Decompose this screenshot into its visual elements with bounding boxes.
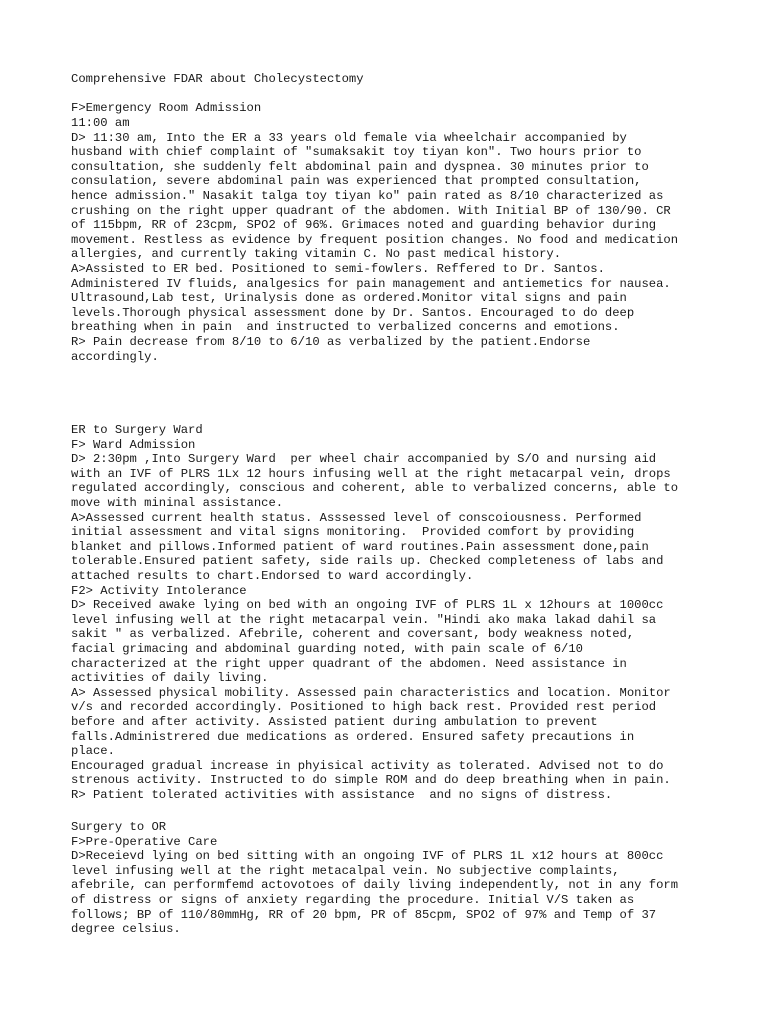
text-line: activities of daily living. (71, 671, 269, 686)
text-line: F> Ward Admission (71, 437, 196, 452)
text-line: blanket and pillows.Informed patient of ward routines.Pain assessment done,pain (71, 539, 649, 554)
text-line: degree celsius. (71, 922, 181, 937)
text-line: D> 2:30pm ,Into Surgery Ward per wheel chair accompanied by S/O and nursing aid (71, 452, 657, 467)
text-line: husband with chief complaint of "sumaksakit toy tiyan kon". Two hours prior to (71, 145, 642, 160)
text-line: afebrile, can performfemd actovotoes of daily living independently, not in any form (71, 878, 679, 893)
text-line: with an IVF of PLRS 1Lx 12 hours infusing well at the right metacarpal vein, drops (71, 466, 671, 481)
text-line: level infusing well at the right metacarpal vein. "Hindi ako maka lakad dahil sa (71, 612, 657, 627)
text-line: attached results to chart.Endorsed to ward accordingly. (71, 569, 474, 583)
text-line: A>Assessed current health status. Asssessed level of conscoiousness. Performed (71, 510, 642, 525)
text-line: v/s and recorded accordingly. Positioned to high back rest. Provided rest period (71, 700, 657, 715)
text-line: hence admission." Nasakit talga toy tiyan ko" pain rated as 8/10 characterized as (71, 188, 664, 203)
text-line: characterized at the right upper quadrant of the abdomen. Need assistance in (71, 656, 627, 671)
text-line: Encouraged gradual increase in phyisical activity as tolerated. Advised not to do (71, 758, 664, 773)
text-line: 11:00 am (71, 115, 130, 130)
text-line: A>Assisted to ER bed. Positioned to semi-fowlers. Reffered to Dr. Santos. (71, 261, 605, 276)
text-line: move with mininal assistance. (71, 496, 284, 510)
text-line: Ultrasound,Lab test, Urinalysis done as ordered.Monitor vital signs and pain (71, 291, 627, 306)
text-line: allergies, and currently taking vitamin C. No past medical history. (71, 247, 562, 262)
section-heading: ER to Surgery Ward (71, 423, 203, 437)
text-line: A> Assessed physical mobility. Assessed pain characteristics and location. Monitor (71, 685, 671, 700)
text-line: place. (71, 744, 115, 759)
text-line: consultation, she suddenly felt abdominal pain and dyspnea. 30 minutes prior to (71, 159, 649, 174)
text-line: sakit " as verbalized. Afebrile, coherent and coversant, body weakness noted, (71, 627, 635, 642)
text-line: tolerable.Ensured patient safety, side rails up. Checked completeness of labs and (71, 554, 664, 569)
text-line: R> Patient tolerated activities with assistance and no signs of distress. (71, 788, 613, 802)
text-line: F2> Activity Intolerance (71, 583, 247, 598)
text-line: of 115bpm, RR of 23cpm, SPO2 of 96%. Grimaces noted and guarding behavior during (71, 218, 657, 233)
text-line: falls.Administrered due medications as ordered. Ensured safety precautions in (71, 729, 635, 744)
document-title: Comprehensive FDAR about Cholecystectomy (71, 72, 364, 86)
text-line: D> 11:30 am, Into the ER a 33 years old female via wheelchair accompanied by (71, 130, 627, 145)
text-line: regulated accordingly, conscious and coherent, able to verbalized concerns, able to (71, 481, 679, 496)
text-line: breathing when in pain and instructed to verbalized concerns and emotions. (71, 320, 620, 335)
text-line: initial assessment and vital signs monitoring. Provided comfort by providing (71, 525, 635, 540)
text-line: F>Emergency Room Admission (71, 101, 262, 116)
section-heading: Surgery to OR (71, 820, 167, 834)
text-line: movement. Restless as evidence by frequent position changes. No food and medication (71, 232, 679, 247)
text-line: consulation, severe abdominal pain was experienced that prompted consultation, (71, 174, 642, 189)
text-line: follows; BP of 110/80mmHg, RR of 20 bpm, PR of 85cpm, SPO2 of 97% and Temp of 37 (71, 907, 657, 922)
text-line: R> Pain decrease from 8/10 to 6/10 as verbalized by the patient.Endorse (71, 334, 591, 349)
text-line: F>Pre-Operative Care (71, 834, 218, 849)
text-line: levels.Thorough physical assessment done by Dr. Santos. Encouraged to do deep (71, 305, 635, 320)
text-line: D>Receievd lying on bed sitting with an ongoing IVF of PLRS 1L x12 hours at 800cc (71, 849, 664, 864)
text-line: of distress or signs of anxiety regarding the procedure. Initial V/S taken as (71, 893, 635, 907)
text-line: before and after activity. Assisted patient during ambulation to prevent (71, 715, 598, 729)
text-line: strenous activity. Instructed to do simple ROM and do deep breathing when in pain. (71, 773, 671, 788)
text-line: level infusing well at the right metacalpal vein. No subjective complaints, (71, 863, 620, 878)
text-line: facial grimacing and abdominal guarding noted, with pain scale of 6/10 (71, 642, 583, 656)
text-line: accordingly. (71, 349, 159, 364)
text-line: Administered IV fluids, analgesics for pain management and antiemetics for nausea. (71, 276, 671, 291)
text-line: D> Received awake lying on bed with an ongoing IVF of PLRS 1L x 12hours at 1000cc (71, 598, 664, 613)
text-line: crushing on the right upper quadrant of the abdomen. With Initial BP of 130/90. CR (71, 203, 671, 218)
